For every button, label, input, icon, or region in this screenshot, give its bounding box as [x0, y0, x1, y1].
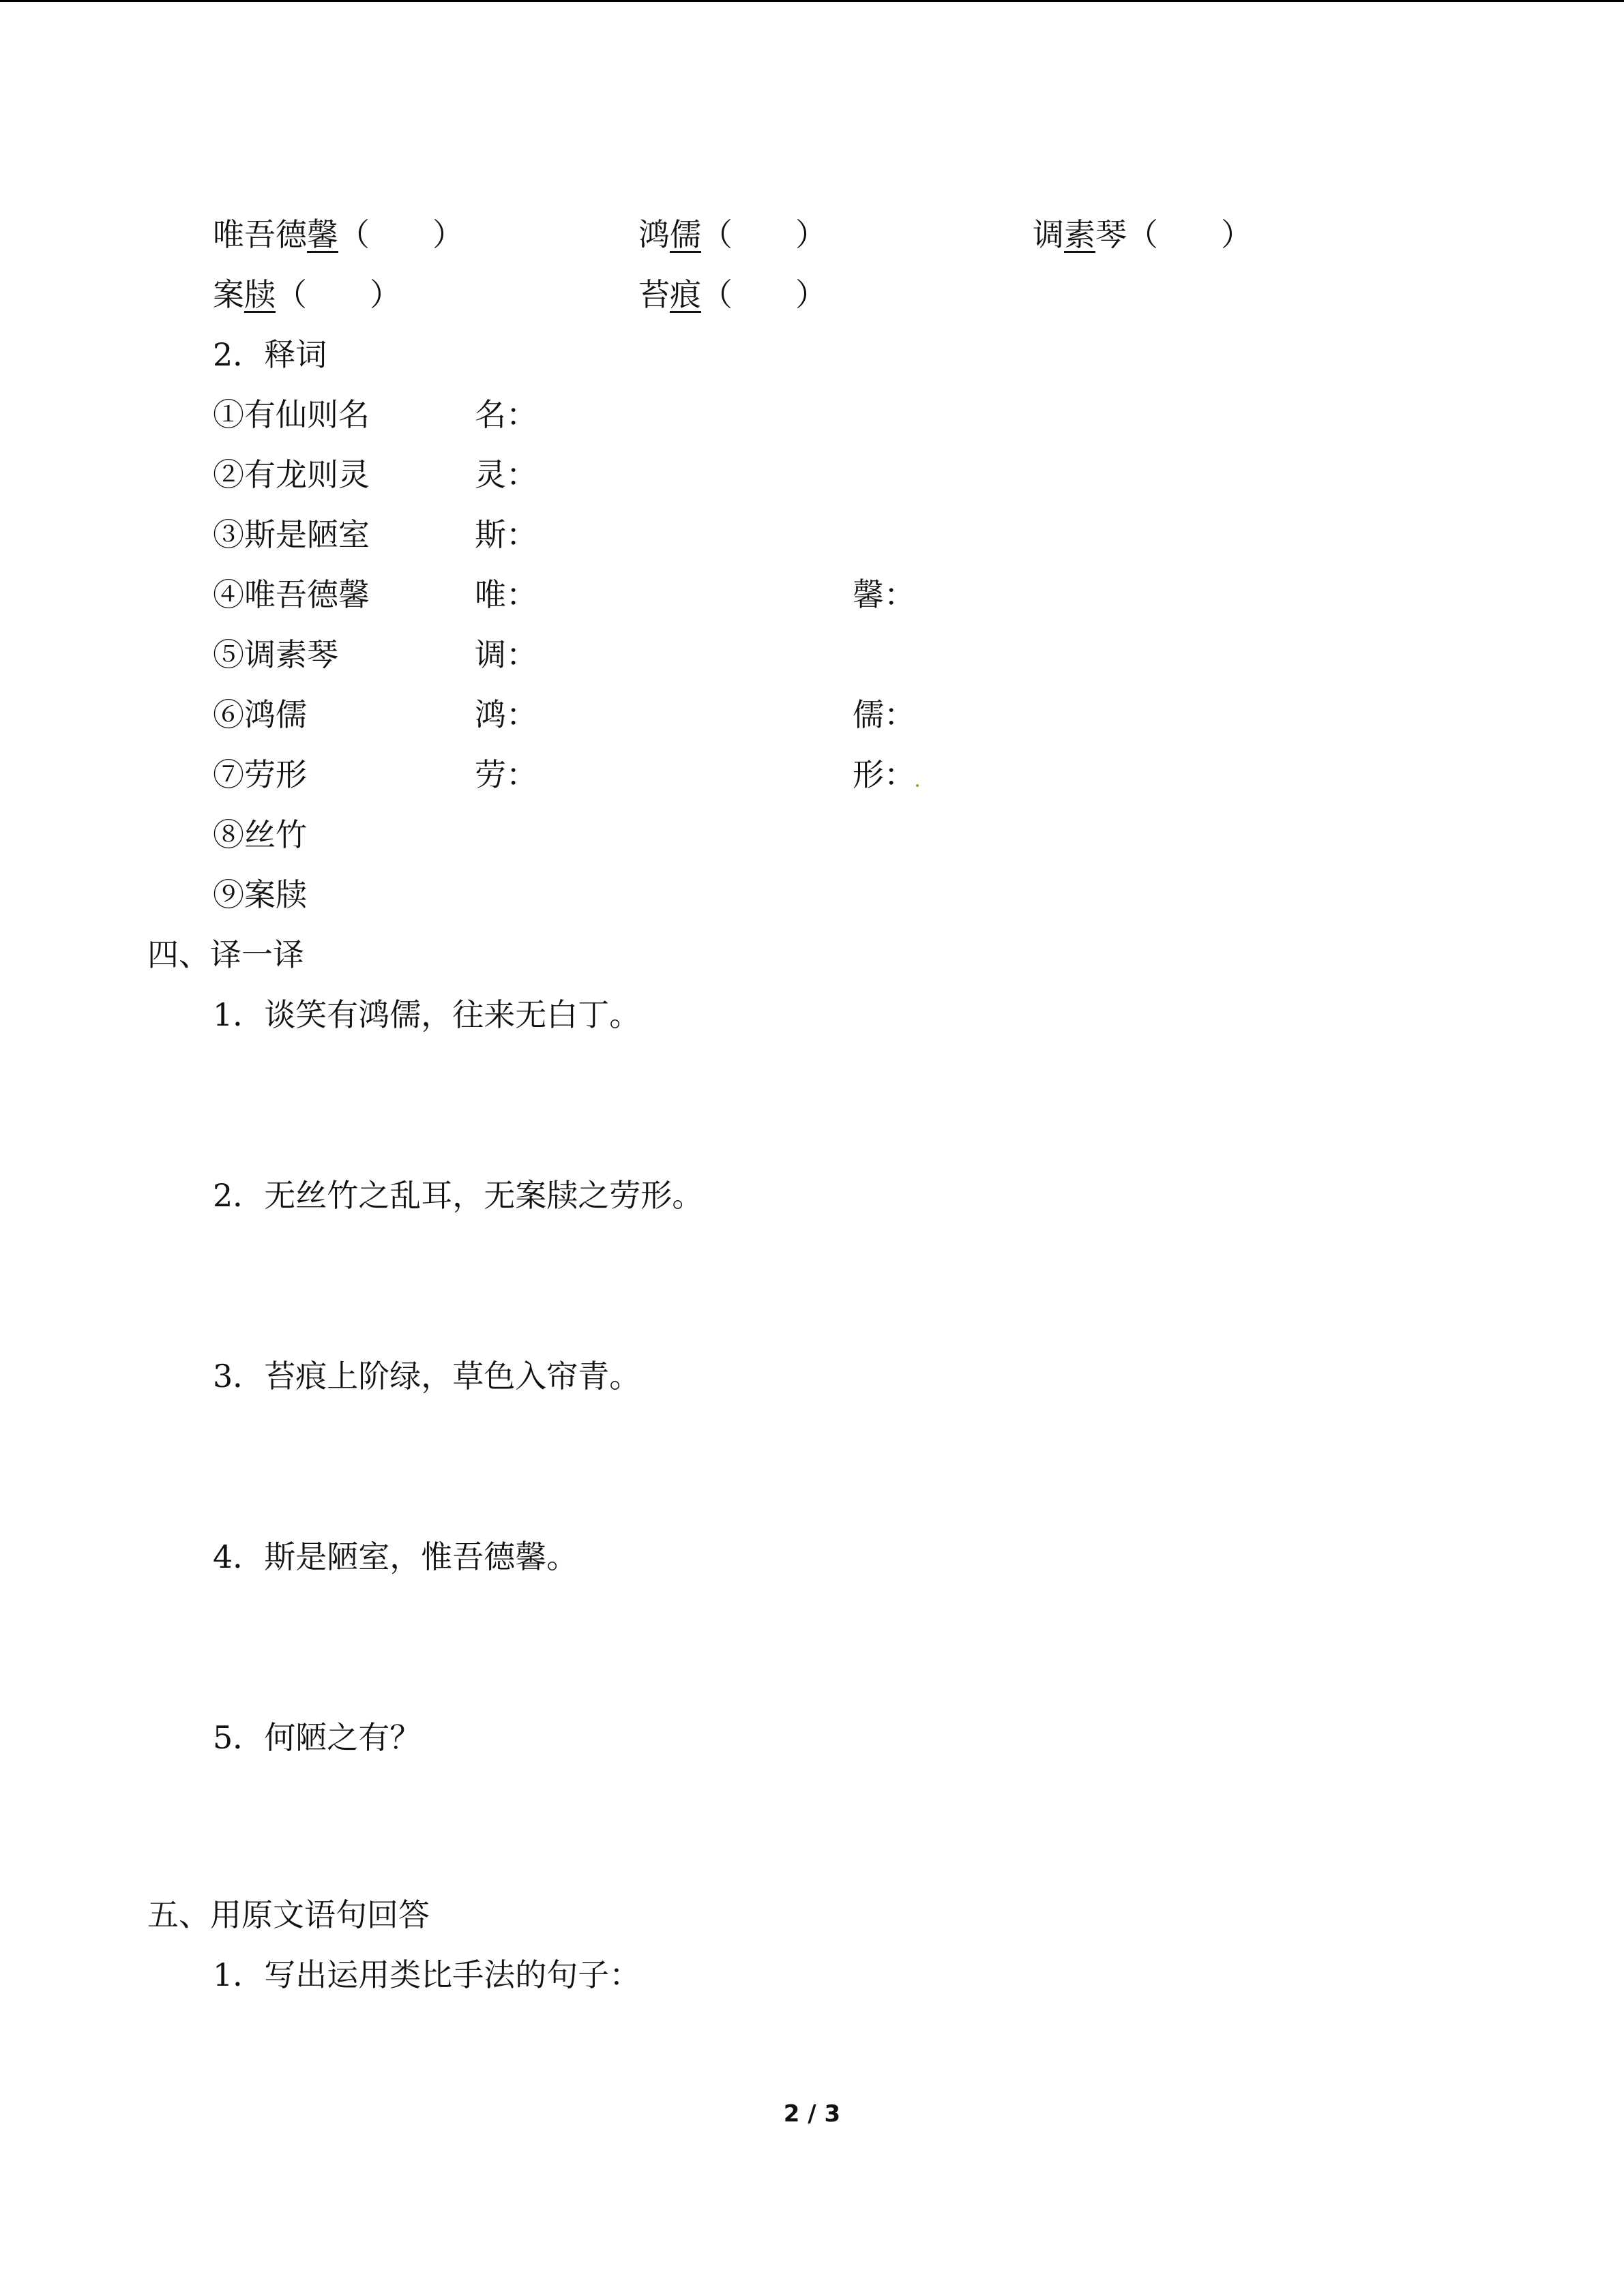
shici-phrase: ①有仙则名 — [213, 396, 370, 433]
pinyin-text: 苔 — [638, 276, 670, 313]
pinyin-item — [638, 274, 827, 315]
pinyin-item — [1033, 214, 1252, 255]
question-item: 1．写出运用类比手法的句子： — [213, 1956, 641, 1993]
shici-heading: 2．释词 — [213, 336, 327, 373]
answer-blank[interactable]: （ ） — [701, 216, 827, 253]
underlined-char: 馨 — [307, 216, 338, 253]
pinyin-text: 鸿 — [638, 216, 670, 253]
shici-phrase: ④唯吾德馨 — [213, 576, 370, 613]
shici-phrase: ⑥鸿儒 — [213, 696, 307, 733]
pinyin-text: 案 — [213, 276, 244, 313]
shici-key: 儒： — [853, 696, 915, 733]
shici-key: 馨： — [853, 576, 915, 613]
pinyin-item — [213, 274, 401, 315]
pinyin-item — [213, 214, 464, 255]
shici-key: 鸿： — [475, 696, 537, 733]
section-heading: 四、译一译 — [147, 936, 304, 973]
answer-blank[interactable]: （ ） — [338, 216, 464, 253]
shici-phrase: ⑤调素琴 — [213, 636, 338, 673]
underlined-char: 牍 — [244, 276, 276, 313]
question-item: 3．苔痕上阶绿，草色入帘青。 — [213, 1358, 641, 1395]
answer-blank[interactable]: 琴（ ） — [1095, 216, 1252, 253]
shici-phrase: ⑧丝竹 — [213, 816, 307, 853]
section-heading: 五、用原文语句回答 — [147, 1896, 430, 1933]
shici-phrase: ③斯是陋室 — [213, 516, 370, 553]
question-item: 4．斯是陋室，惟吾德馨。 — [213, 1538, 578, 1575]
shici-key: 劳： — [475, 756, 537, 793]
underlined-char: 儒 — [670, 216, 701, 253]
shici-phrase: ⑨案牍 — [213, 876, 307, 913]
question-item: 5．何陋之有？ — [213, 1719, 422, 1756]
shici-key: 名： — [475, 396, 537, 433]
shici-key: 唯： — [475, 576, 537, 613]
top-border — [0, 0, 1624, 2]
answer-blank[interactable]: （ ） — [701, 276, 827, 313]
pinyin-item — [638, 214, 827, 255]
pinyin-text: 调 — [1033, 216, 1064, 253]
stray-mark — [916, 784, 919, 787]
pinyin-text: 唯吾德 — [213, 216, 307, 253]
underlined-char: 痕 — [670, 276, 701, 313]
shici-phrase: ②有龙则灵 — [213, 456, 370, 493]
shici-key: 形： — [853, 756, 915, 793]
shici-key: 调： — [475, 636, 537, 673]
underlined-char: 素 — [1064, 216, 1095, 253]
shici-key: 灵： — [475, 456, 537, 493]
question-item: 2．无丝竹之乱耳，无案牍之劳形。 — [213, 1177, 704, 1214]
shici-key: 斯： — [475, 516, 537, 553]
question-item: 1．谈笑有鸿儒，往来无白丁。 — [213, 996, 641, 1033]
page-number: 2 / 3 — [783, 2100, 841, 2128]
shici-phrase: ⑦劳形 — [213, 756, 307, 793]
answer-blank[interactable]: （ ） — [276, 276, 401, 313]
